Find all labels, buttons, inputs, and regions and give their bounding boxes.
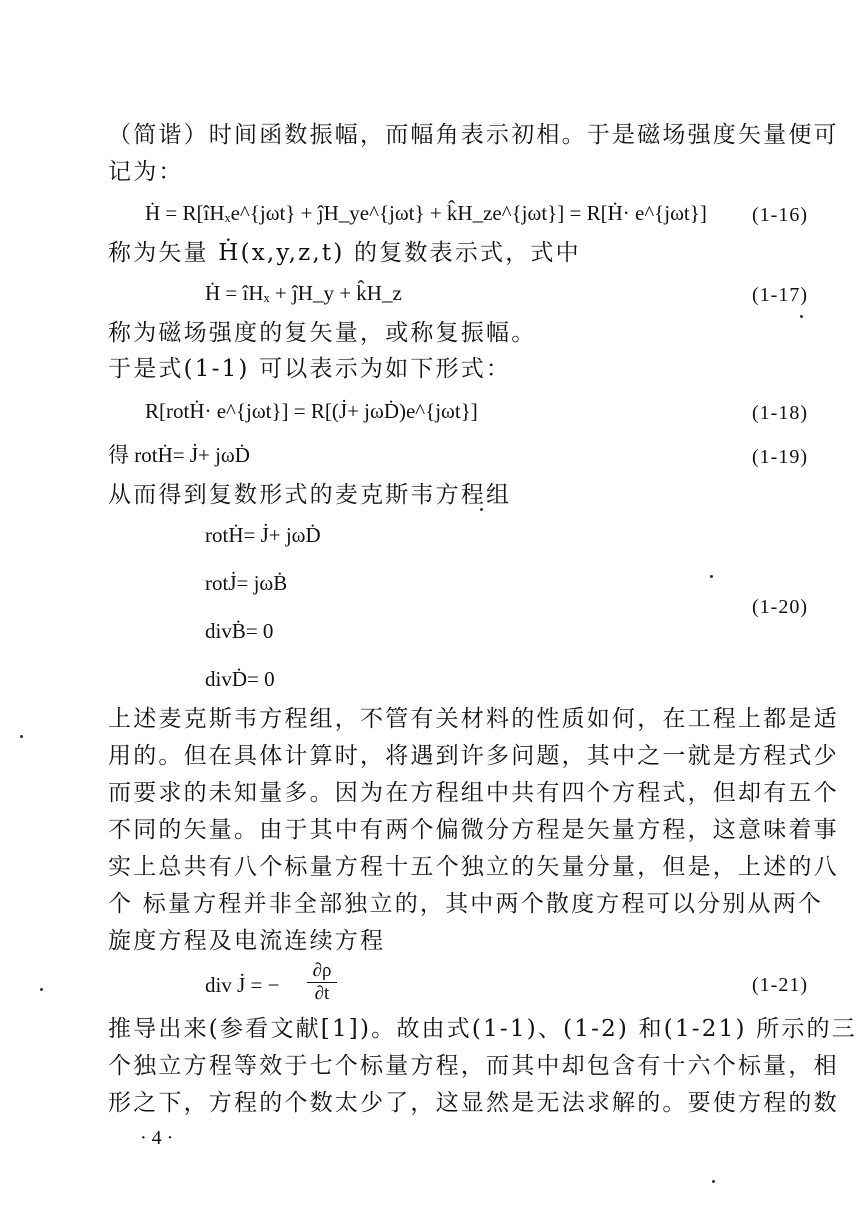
equation-1-17: Ḣ = îHₓ + ĵH_y + k̂H_z	[205, 281, 402, 305]
text-before-1-20: 从而得到复数形式的麦克斯韦方程组	[108, 482, 512, 508]
equation-1-20-line1: rotḢ= J̇+ jωḊ	[205, 523, 321, 547]
page-number: · 4 ·	[140, 1127, 174, 1149]
paragraph3-line1: 推导出来(参看文献[1])。故由式(1-1)、(1-2) 和(1-21) 所示的三	[108, 1016, 857, 1042]
fraction-numerator: ∂ρ	[307, 960, 337, 983]
equation-number-1-20: (1-20)	[752, 596, 808, 618]
equation-1-20-line4: divḊ= 0	[205, 667, 275, 691]
paragraph1-line2: 记为：	[108, 159, 184, 185]
scan-speck	[710, 575, 713, 578]
equation-1-18: R[rotḢ· e^{jωt}] = R[(J̇+ jωḊ)e^{jωt}]	[145, 399, 478, 423]
equation-1-20-line3: divḂ= 0	[205, 619, 274, 643]
equation-1-19: 得 rotḢ= J̇+ jωḊ	[108, 443, 250, 467]
equation-1-21-fraction	[307, 960, 337, 1005]
scan-speck	[712, 1180, 715, 1183]
scan-speck	[20, 735, 23, 738]
paragraph3-line2: 个独立方程等效于七个标量方程，而其中却包含有十六个标量，相	[108, 1053, 839, 1079]
scan-speck	[40, 988, 43, 991]
equation-1-20-line2: rotJ̇= jωḂ	[205, 571, 288, 595]
equation-1-16: Ḣ = R[îHₓe^{jωt} + ĵH_ye^{jωt} + k̂H_ze^{jωt}] = R[Ḣ· e^{jωt}]	[145, 201, 707, 225]
paragraph2-line3: 而要求的未知量多。因为在方程组中共有四个方程式，但却有五个	[108, 780, 839, 806]
paragraph3-line3: 形之下，方程的个数太少了，这显然是无法求解的。要使方程的数	[108, 1090, 839, 1116]
paragraph2-line5: 实上总共有八个标量方程十五个独立的矢量分量，但是，上述的八	[108, 854, 839, 880]
text-after-1-16: 称为矢量 Ḣ(x,y,z,t) 的复数表示式，式中	[108, 240, 581, 266]
text-after-1-17-line1: 称为磁场强度的复矢量，或称复振幅。	[108, 320, 537, 346]
equation-number-1-17: (1-17)	[752, 284, 808, 306]
equation-number-1-21: (1-21)	[752, 974, 808, 996]
paragraph2-line6: 个 标量方程并非全部独立的，其中两个散度方程可以分别从两个	[108, 891, 824, 917]
fraction-denominator: ∂t	[314, 983, 330, 1004]
scan-speck	[480, 508, 483, 511]
text-after-1-17-line2: 于是式(1-1) 可以表示为如下形式：	[108, 356, 512, 382]
paragraph2-line1: 上述麦克斯韦方程组，不管有关材料的性质如何，在工程上都是适	[108, 706, 839, 732]
equation-number-1-18: (1-18)	[752, 402, 808, 424]
paragraph2-line4: 不同的矢量。由于其中有两个偏微分方程是矢量方程，这意味着事	[108, 817, 839, 843]
paragraph2-line7: 旋度方程及电流连续方程	[108, 928, 386, 954]
equation-number-1-16: (1-16)	[752, 204, 808, 226]
equation-number-1-19: (1-19)	[752, 446, 808, 468]
scan-speck	[800, 315, 803, 318]
equation-1-21-lhs: div J̇ = −	[205, 973, 280, 997]
paragraph1-line1: （简谐）时间函数振幅，而幅角表示初相。于是磁场强度矢量便可	[108, 122, 839, 148]
paragraph2-line2: 用的。但在具体计算时，将遇到许多问题，其中之一就是方程式少	[108, 743, 839, 769]
